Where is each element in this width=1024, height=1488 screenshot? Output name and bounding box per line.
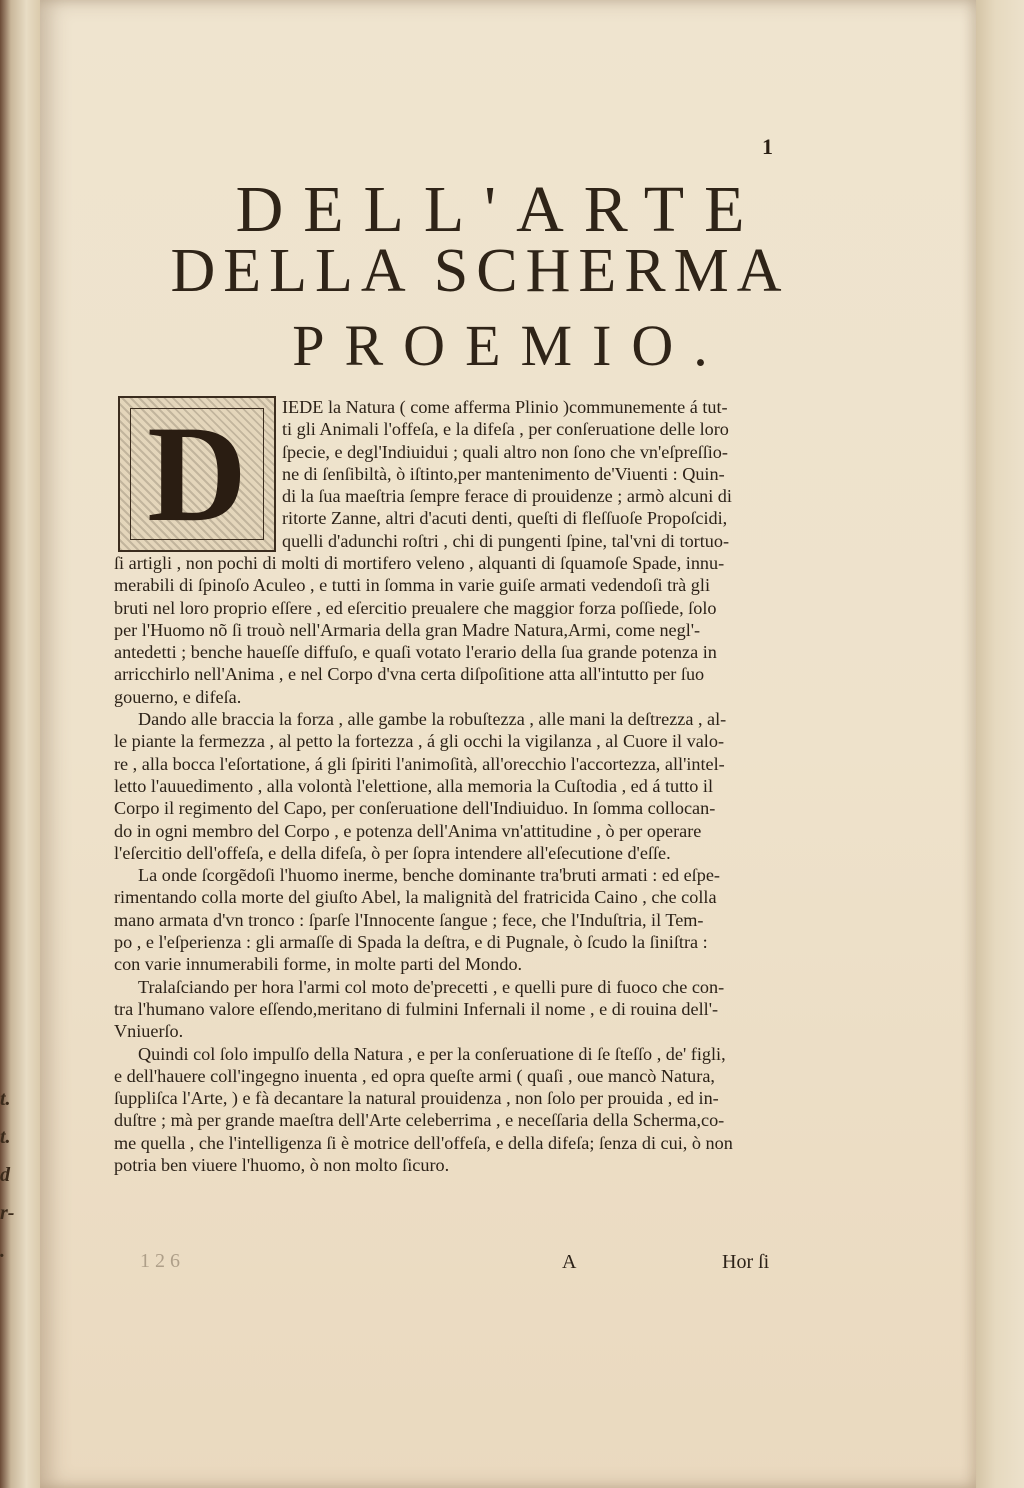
text-line: ſpecie, e degl'Indiuidui ; quali altro non ſono che vn'eſpreſſio- [282,441,728,462]
title-line-1: DELL'ARTE [235,173,765,246]
body-text [114,552,798,1176]
text-line: La onde ſcorgẽdoſi l'huomo inerme, benche dominante tra'bruti armati : ed eſpe- [138,865,720,886]
text-line: Vniuerſo. [114,1021,184,1042]
text-line: merabili di ſpinoſo Aculeo , e tutti in ſomma in varie guiſe armati vedendoſi trà gli [114,575,711,596]
text-line: antedetti ; benche haueſſe diffuſo, e quaſi votato l'erario della ſua grande potenza in [114,642,717,663]
initial-letter: D [147,397,247,550]
text-line: le piante la fermezza , al petto la fortezza , á gli occhi la vigilanza , al Cuore il valo- [114,731,725,752]
section-heading: PROEMIO. [292,313,728,378]
text-line: ſi artigli , non pochi di molti di mortifero veleno , alquanti di ſquamoſe Spade, innu- [114,553,725,573]
text-line: ne di ſenſibiltà, ò iſtinto,per mantenimento de'Viuenti : Quin- [282,463,725,484]
text-line: potria ben viuere l'huomo, ò non molto ſicuro. [114,1155,450,1176]
text-line: di la ſua maeſtria ſempre ferace di prouidenze ; armò alcuni di [282,486,732,507]
text-line: quelli d'adunchi roſtri , chi di pungenti ſpine, tal'vni di tortuo- [282,530,730,551]
facing-page-fragment: t. [0,1126,11,1148]
text-line: Tralaſciando per hora l'armi col moto de'precetti , e quelli pure di fuoco che con- [138,976,725,997]
page-right-edge [976,0,1024,1488]
facing-page-fragment: . [0,1240,5,1262]
facing-page-fragment: r- [0,1202,15,1224]
facing-page-fragment: d [0,1164,10,1186]
text-line: do in ogni membro del Corpo , e potenza dell'Anima vn'attitudine , ò per operare [114,820,702,841]
facing-page-edge-text [0,1080,16,1270]
facing-page-fragment: t. [0,1088,11,1110]
text-line: ti gli Animali l'offeſa, e la difeſa , per conſeruatione delle loro [282,419,729,440]
text-line: Corpo il regimento del Capo, per conſeruatione dell'Indiuiduo. In ſomma collocan- [114,798,716,819]
page-number: 1 [762,134,773,159]
signature-mark: A [562,1251,577,1273]
title-line-2: DELLA SCHERMA [170,237,790,305]
text-line: mano armata d'vn tronco : ſparſe l'Innocente ſangue ; fece, che l'Induſtria, il Tem- [114,909,704,930]
text-line: per l'Huomo nõ ſi trouò nell'Armaria della gran Madre Natura,Armi, come negl'- [114,619,701,640]
text-line: l'eſercitio dell'offeſa, e della difeſa, ò per ſopra intendere all'eſecutione d'eſſe. [114,842,671,863]
catchword: Hor ſi [722,1251,770,1273]
text-line: IEDE la Natura ( come afferma Plinio )communemente á tut- [282,397,728,417]
opening-lines [282,396,796,552]
text-line: e dell'hauere coll'ingegno inuenta , ed opra queſte armi ( quaſi , oue mancò Natura, [114,1065,715,1086]
text-line: ritorte Zanne, altri d'acuti denti, queſti di fleſſuoſe Propoſcidi, [282,508,728,529]
text-line: con varie innumerabili forme, in molte parti del Mondo. [114,954,523,975]
text-line: bruti nel loro proprio eſſere , ed eſercitio preualere che maggior forza poſſiede, ſolo [114,597,717,618]
text-line: ſuppliſca l'Arte, ) e fà decantare la natural prouidenza , non ſolo per prouida , ed in- [114,1088,719,1109]
decorated-initial [118,396,276,552]
text-line: duſtre ; mà per grande maeſtra dell'Arte celeberrima , e neceſſaria della Scherma,co- [114,1110,725,1131]
text-line: letto l'auuedimento , alla volontà l'elettione, alla memoria la Cuſtodia , ed á tutto il [114,775,713,796]
text-line: Quindi col ſolo impulſo della Natura , e per la conſeruatione di ſe ſteſſo , de' figli, [138,1043,726,1064]
text-line: arricchirlo nell'Anima , e nel Corpo d'vna certa diſpoſitione atta all'intutto per ſuo [114,664,705,685]
text-line: Dando alle braccia la forza , alle gambe la robuſtezza , alle mani la deſtrezza , al- [138,709,727,730]
faint-stamp: 1 2 6 [140,1250,180,1272]
text-line: rimentando colla morte del giuſto Abel, la malignità del fratricida Caino , che colla [114,887,717,908]
text-line: re , alla bocca l'eſortatione, á gli ſpiriti l'animoſità, all'orecchio l'accortezza, all'intel- [114,753,725,774]
text-line: tra l'humano valore eſſendo,meritano di fulmini Infernali il nome , e di rouina dell'- [114,998,719,1019]
text-line: me quella , che l'intelligenza ſi è motrice dell'offeſa, e della difeſa; ſenza di cui, ò non [114,1132,733,1153]
text-line: po , e l'eſperienza : gli armaſſe di Spada la deſtra, e di Pugnale, ò ſcudo la ſiniſtra : [114,932,708,953]
text-line: gouerno, e difeſa. [114,686,242,707]
